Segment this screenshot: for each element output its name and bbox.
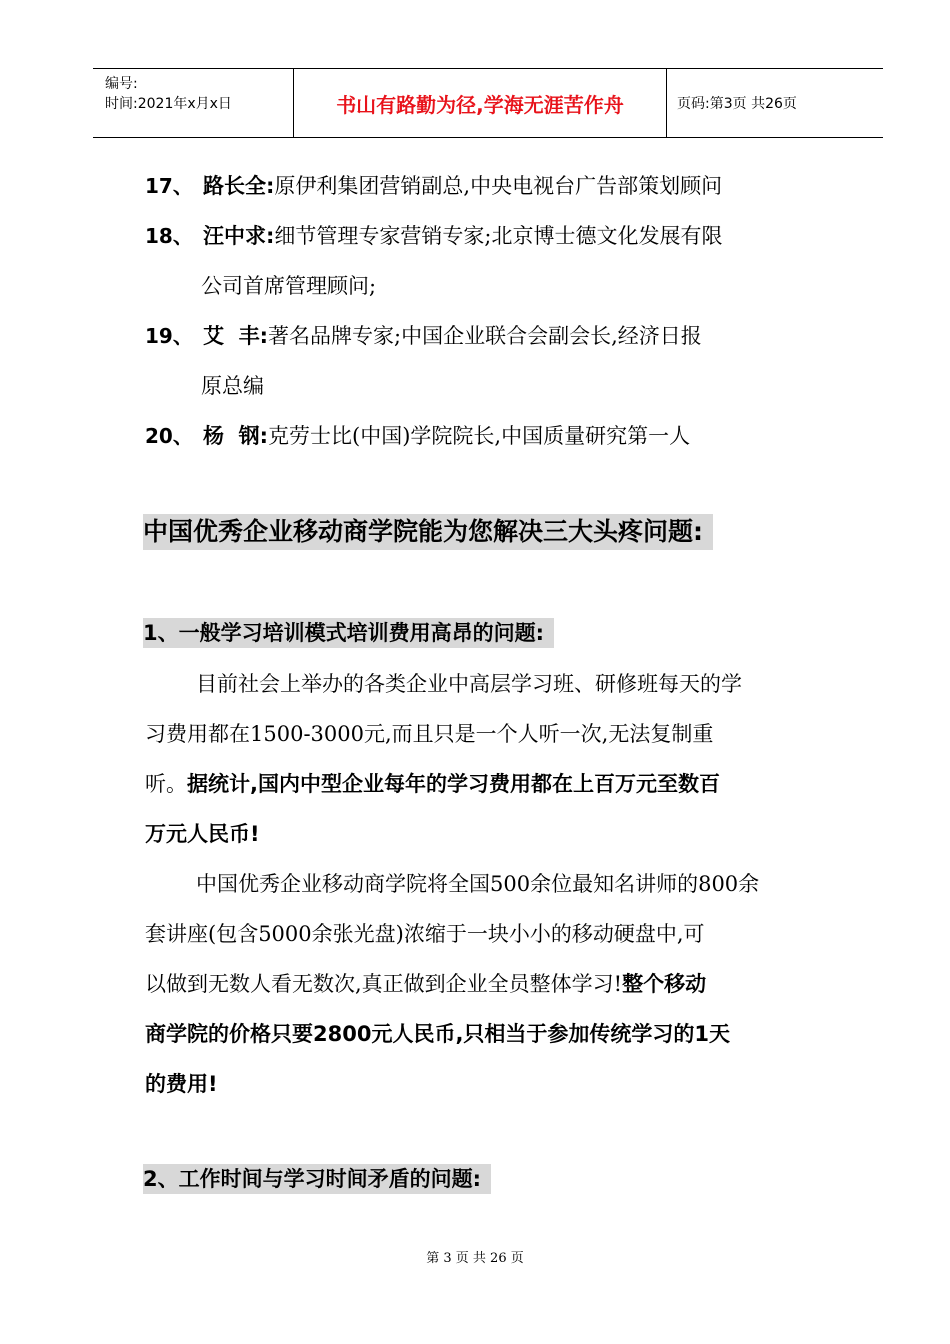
section1-p2-line1: 中国优秀企业移动商学院将全国500余位最知名讲师的800余: [196, 872, 760, 896]
number-label: 编号:: [105, 76, 138, 92]
expert-number: 18、: [145, 224, 193, 248]
expert-desc: 克劳士比(中国)学院院长,中国质量研究第一人: [268, 424, 691, 448]
expert-name: 汪中求:: [203, 224, 275, 248]
expert-desc: 细节管理专家营销专家;北京博士德文化发展有限: [274, 224, 723, 248]
section1-p1-line2: 习费用都在1500-3000元,而且只是一个人听一次,无法复制重: [145, 722, 714, 746]
p2-bold: 整个移动: [622, 972, 707, 996]
main-heading: 中国优秀企业移动商学院能为您解决三大头疼问题:: [143, 514, 713, 550]
expert-17: [145, 170, 722, 200]
expert-desc: 原伊利集团营销副总,中央电视台广告部策划顾问: [274, 174, 723, 198]
section1-p2-line3: [145, 968, 706, 998]
expert-18: [145, 220, 722, 250]
section1-p1-line3: [145, 768, 720, 798]
section1-heading: 1、一般学习培训模式培训费用高昂的问题:: [143, 618, 554, 648]
page-header: [93, 68, 883, 138]
section1-p1-line1: 目前社会上举办的各类企业中高层学习班、研修班每天的学: [196, 672, 742, 696]
p1-bold: 据统计,国内中型企业每年的学习费用都在上百万元至数百: [187, 772, 720, 796]
expert-18-cont: 公司首席管理顾问;: [201, 274, 377, 298]
p2-plain: 以做到无数人看无数次,真正做到企业全员整体学习!: [145, 972, 623, 996]
expert-19: [145, 320, 702, 350]
expert-number: 20、: [145, 424, 193, 448]
section2-heading: 2、工作时间与学习时间矛盾的问题:: [143, 1164, 491, 1194]
expert-name: 杨 钢:: [203, 424, 269, 448]
expert-desc: 著名品牌专家;中国企业联合会副会长,经济日报: [268, 324, 702, 348]
header-page-info: 页码:第3页 共26页: [677, 96, 797, 112]
section1-p2-line4: 商学院的价格只要2800元人民币,只相当于参加传统学习的1天: [145, 1022, 731, 1046]
section1-p2-line5: 的费用!: [145, 1072, 218, 1096]
expert-20: [145, 420, 690, 450]
expert-name: 艾 丰:: [203, 324, 269, 348]
expert-19-cont: 原总编: [201, 374, 264, 398]
header-motto: 书山有路勤为径,学海无涯苦作舟: [294, 69, 667, 137]
section1-p2-line2: 套讲座(包含5000余张光盘)浓缩于一块小小的移动硬盘中,可: [145, 922, 705, 946]
expert-name: 路长全:: [203, 174, 275, 198]
page-footer: 第 3 页 共 26 页: [426, 1251, 524, 1266]
expert-number: 19、: [145, 324, 193, 348]
time-label: 时间:2021年x月x日: [105, 96, 232, 112]
p1-plain: 听。: [145, 772, 187, 796]
expert-number: 17、: [145, 174, 193, 198]
section1-p1-line4: 万元人民币!: [145, 822, 260, 846]
header-meta: [93, 69, 294, 137]
